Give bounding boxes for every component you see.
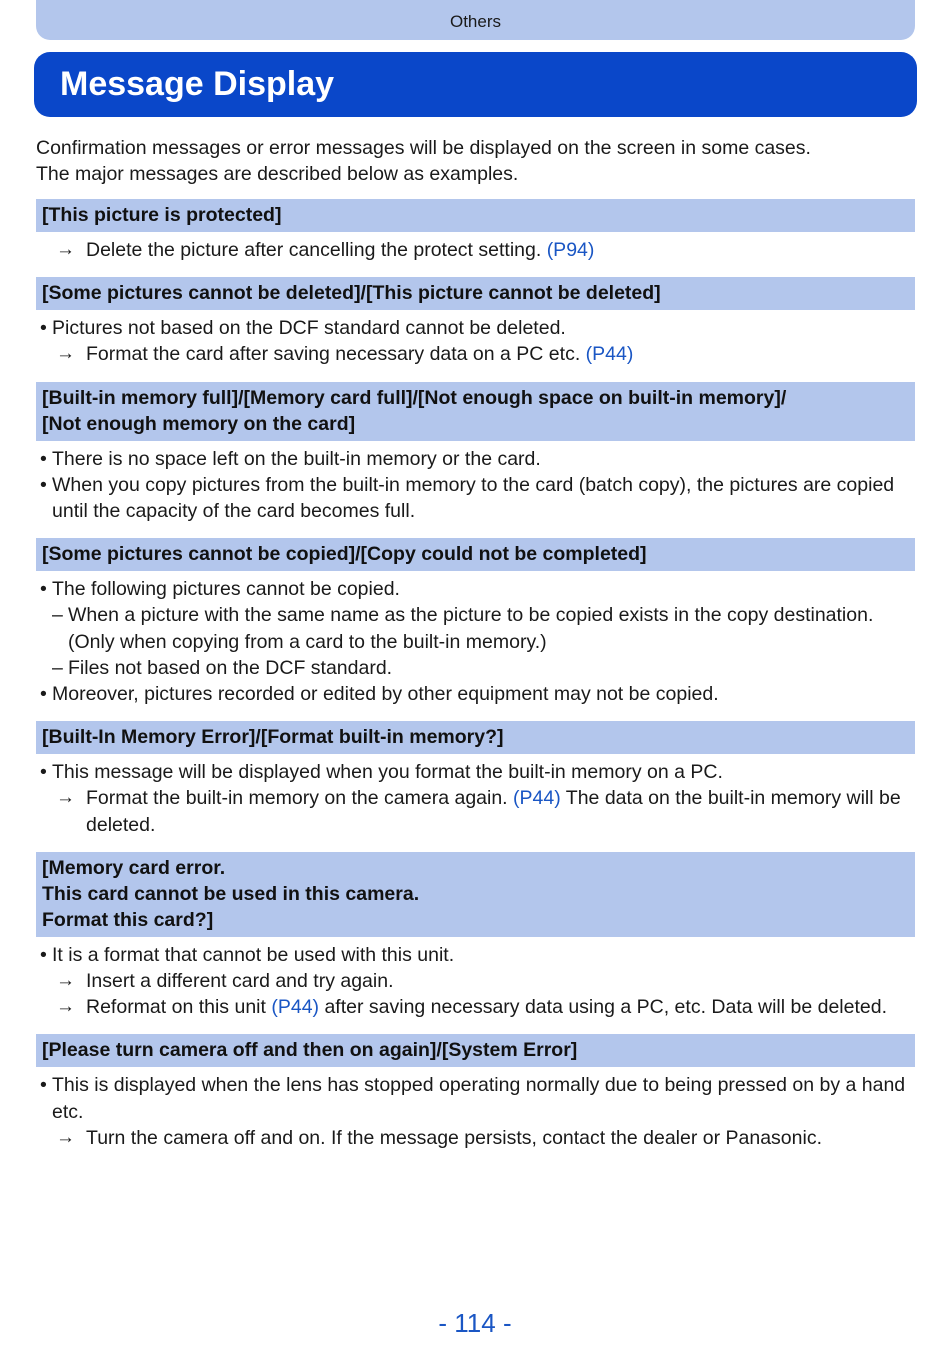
item-text: Pictures not based on the DCF standard cannot be deleted. — [52, 317, 566, 340]
bullet-icon: • — [40, 447, 47, 470]
section-protected — [36, 199, 915, 263]
heading-line: This card cannot be used in this camera. — [42, 882, 420, 905]
bullet-item — [36, 576, 915, 602]
arrow-item — [36, 968, 915, 994]
bullet-icon: • — [40, 943, 47, 966]
item-text: Insert a different card and try again. — [86, 970, 394, 993]
section-heading — [36, 852, 915, 937]
item-text: Files not based on the DCF standard. — [68, 656, 393, 679]
arrow-icon: → — [56, 1126, 75, 1148]
bullet-item — [36, 472, 915, 524]
arrow-icon: → — [56, 239, 75, 260]
arrow-item — [36, 341, 915, 367]
item-text: Format the card after saving necessary data on a PC etc. — [86, 343, 581, 366]
bullet-item — [36, 315, 915, 341]
item-text: Format the built-in memory on the camera again. — [86, 787, 508, 810]
heading-line: [Memory card error. — [42, 856, 226, 879]
bullet-icon: • — [40, 578, 47, 601]
arrow-item — [36, 1125, 915, 1151]
section-memory-full — [36, 382, 915, 525]
arrow-item — [36, 994, 915, 1020]
item-text: This is displayed when the lens has stopped operating normally due to being pressed on by a hand — [52, 1074, 906, 1097]
arrow-icon: → — [56, 970, 75, 992]
item-text: deleted. — [86, 813, 156, 836]
bullet-item — [36, 759, 915, 785]
section-heading: [Built-In Memory Error]/[Format built-in memory?] — [36, 721, 915, 754]
section-heading: [Some pictures cannot be deleted]/[This picture cannot be deleted] — [36, 277, 915, 310]
bullet-icon: • — [40, 317, 47, 340]
bullet-icon: • — [40, 683, 47, 706]
arrow-icon: → — [56, 996, 75, 1018]
item-text: Delete the picture after cancelling the protect setting. — [86, 239, 542, 261]
arrow-icon: → — [56, 787, 75, 809]
arrow-item — [36, 237, 915, 263]
page-number: - 114 - — [438, 1308, 512, 1338]
heading-line: [Built-in memory full]/[Memory card full]/[Not enough space on built-in memory]/ — [42, 386, 787, 409]
section-heading — [36, 382, 915, 441]
item-text: When a picture with the same name as the picture to be copied exists in the copy destination. — [68, 604, 874, 627]
item-text: There is no space left on the built-in memory or the card. — [52, 447, 541, 470]
bullet-item — [36, 446, 915, 472]
section-heading: [Please turn camera off and then on again]/[System Error] — [36, 1034, 915, 1067]
bullet-item — [36, 681, 915, 707]
item-text: It is a format that cannot be used with this unit. — [52, 943, 455, 966]
item-text: Turn the camera off and on. If the message persists, contact the dealer or Panasonic. — [86, 1126, 822, 1149]
section-tab-label: Others — [449, 12, 502, 31]
dash-icon: – — [52, 656, 63, 679]
item-text: etc. — [52, 1100, 84, 1123]
item-text: until the capacity of the card becomes full. — [52, 500, 416, 523]
section-heading: [Some pictures cannot be copied]/[Copy could not be completed] — [36, 538, 915, 571]
bullet-item — [36, 1072, 915, 1124]
item-text: This message will be displayed when you format the built-in memory on a PC. — [52, 761, 723, 784]
bullet-icon: • — [40, 761, 47, 784]
bullet-icon: • — [40, 473, 47, 496]
item-text: (Only when copying from a card to the built-in memory.) — [68, 630, 547, 653]
section-tab — [36, 0, 915, 40]
page-title: Message Display — [60, 65, 335, 103]
arrow-item — [36, 785, 915, 837]
item-text: The data on the built-in memory will be — [565, 787, 901, 810]
section-heading: [This picture is protected] — [36, 199, 915, 232]
section-cannot-delete — [36, 277, 915, 367]
dash-item — [36, 655, 915, 681]
item-text: When you copy pictures from the built-in memory to the card (batch copy), the pictures are copied — [52, 473, 895, 496]
page-content — [36, 135, 915, 1151]
item-text: The following pictures cannot be copied. — [52, 578, 400, 601]
page-reference-link[interactable]: (P94) — [546, 239, 595, 261]
page-reference-link[interactable]: (P44) — [271, 996, 320, 1019]
arrow-icon: → — [56, 343, 75, 365]
section-memory-card-error — [36, 852, 915, 1021]
section-system-error — [36, 1034, 915, 1151]
page-title-bar — [34, 52, 917, 117]
intro-line: The major messages are described below as examples. — [36, 163, 519, 185]
bullet-item — [36, 942, 915, 968]
page-reference-link[interactable]: (P44) — [513, 787, 561, 810]
item-text: Reformat on this unit — [86, 996, 266, 1019]
heading-line: [Not enough memory on the card] — [42, 412, 356, 435]
dash-item — [36, 602, 915, 654]
heading-line: Format this card?] — [42, 908, 214, 931]
item-text: Moreover, pictures recorded or edited by other equipment may not be copied. — [52, 683, 719, 706]
item-text: after saving necessary data using a PC, etc. Data will be deleted. — [324, 996, 888, 1019]
dash-icon: – — [52, 604, 63, 627]
page-reference-link[interactable]: (P44) — [585, 343, 634, 366]
bullet-icon: • — [40, 1074, 47, 1097]
intro-line: Confirmation messages or error messages will be displayed on the screen in some cases. — [36, 137, 811, 159]
section-builtin-memory-error — [36, 721, 915, 838]
section-cannot-copy — [36, 538, 915, 707]
intro-paragraph — [36, 135, 915, 187]
